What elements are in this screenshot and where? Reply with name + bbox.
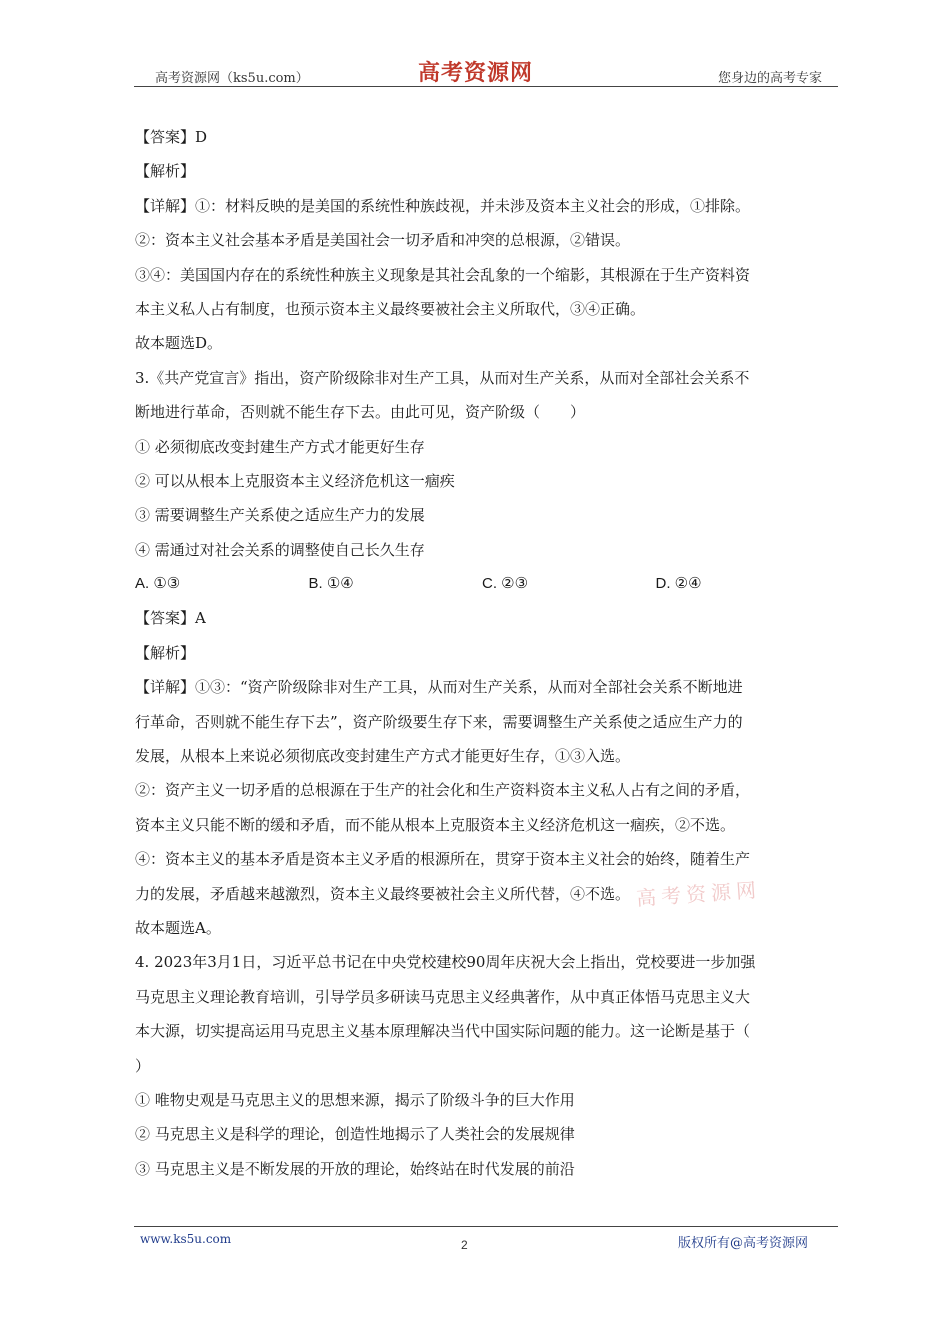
header-logo: 高考资源网 [418,60,534,86]
explanation-line: 资本主义只能不断的缓和矛盾，而不能从根本上克服资本主义经济危机这一痼疾，②不选。 [135,815,736,834]
question-3-statement: ② 可以从根本上克服资本主义经济危机这一痼疾 [135,471,455,490]
answer-line-q2: 【答案】D [135,128,208,146]
question-4-stem: 马克思主义理论教育培训，引导学员多研读马克思主义经典著作，从中真正体悟马克思主义大 [135,987,751,1006]
explanation-line: 【详解】①③：“资产阶级除非对生产工具，从而对生产关系，从而对全部社会关系不断地进 [135,678,743,697]
question-3-statement: ③ 需要调整生产关系使之适应生产力的发展 [135,506,425,525]
question-4-statement: ① 唯物史观是马克思主义的思想来源，揭示了阶级斗争的巨大作用 [135,1090,575,1109]
explanation-line: ②：资本主义社会基本矛盾是美国社会一切矛盾和冲突的总根源，②错误。 [135,231,631,250]
analysis-heading-q2: 【解析】 [135,162,196,181]
footer-website-link[interactable]: www.ks5u.com [140,1232,232,1246]
explanation-line: ④：资本主义的基本矛盾是资本主义矛盾的根源所在，贯穿于资本主义社会的始终，随着生产 [135,850,751,869]
explanation-line: 【详解】①：材料反映的是美国的系统性种族歧视，并未涉及资本主义社会的形成，①排除。 [135,196,751,215]
option-b: B. ①④ [308,575,354,593]
footer-divider [134,1226,838,1227]
explanation-line: ②：资产主义一切矛盾的总根源在于生产的社会化和生产资料资本主义私人占有之间的矛盾， [135,781,751,800]
option-d: D. ②④ [655,575,702,593]
question-3-stem: 断地进行革命，否则就不能生存下去。由此可见，资产阶级（ ） [135,403,586,422]
explanation-line: 发展，从根本上来说必须彻底改变封建生产方式才能更好生存，①③入选。 [135,747,631,766]
explanation-line: 本主义私人占有制度，也预示资本主义最终要被社会主义所取代，③④正确。 [135,299,646,318]
question-4-stem: ） [135,1056,151,1075]
explanation-line: 力的发展，矛盾越来越激烈，资本主义最终要被社会主义所代替，④不选。 [135,884,631,903]
question-3-statement: ④ 需通过对社会关系的调整使自己长久生存 [135,540,425,559]
option-c: C. ②③ [482,575,529,593]
option-a: A. ①③ [135,575,181,593]
watermark-logo: 高考资源网 [635,877,762,911]
header-site-name: 高考资源网（ks5u.com） [155,71,309,86]
explanation-line: 行革命，否则就不能生存下去”，资产阶级要生存下来，需要调整生产关系使之适应生产力的 [135,712,743,731]
question-4-stem: 本大源，切实提高运用马克思主义基本原理解决当代中国实际问题的能力。这一论断是基于（ [135,1022,751,1041]
question-3-statement: ① 必须彻底改变封建生产方式才能更好生存 [135,437,425,456]
conclusion-line-q3: 故本题选A。 [135,918,221,937]
page-number: 2 [461,1238,468,1252]
answer-line-q3: 【答案】A [135,609,206,628]
document-body [135,120,829,1186]
question-4-statement: ② 马克思主义是科学的理论，创造性地揭示了人类社会的发展规律 [135,1125,575,1144]
question-4-statement: ③ 马克思主义是不断发展的开放的理论，始终站在时代发展的前沿 [135,1159,575,1178]
conclusion-line-q2: 故本题选D。 [135,334,223,353]
explanation-line: ③④：美国国内存在的系统性种族主义现象是其社会乱象的一个缩影，其根源在于生产资料资 [135,265,751,284]
question-3-stem: 3.《共产党宣言》指出，资产阶级除非对生产工具，从而对生产关系，从而对全部社会关系不 [135,368,750,387]
header-slogan: 您身边的高考专家 [717,71,822,86]
header-divider [134,86,838,87]
question-3-options [135,567,829,601]
footer-copyright: 版权所有@高考资源网 [677,1236,808,1251]
analysis-heading-q3: 【解析】 [135,643,196,662]
question-4-stem: 4. 2023年3月1日，习近平总书记在中央党校建校90周年庆祝大会上指出，党校要进一步加强 [135,953,756,972]
